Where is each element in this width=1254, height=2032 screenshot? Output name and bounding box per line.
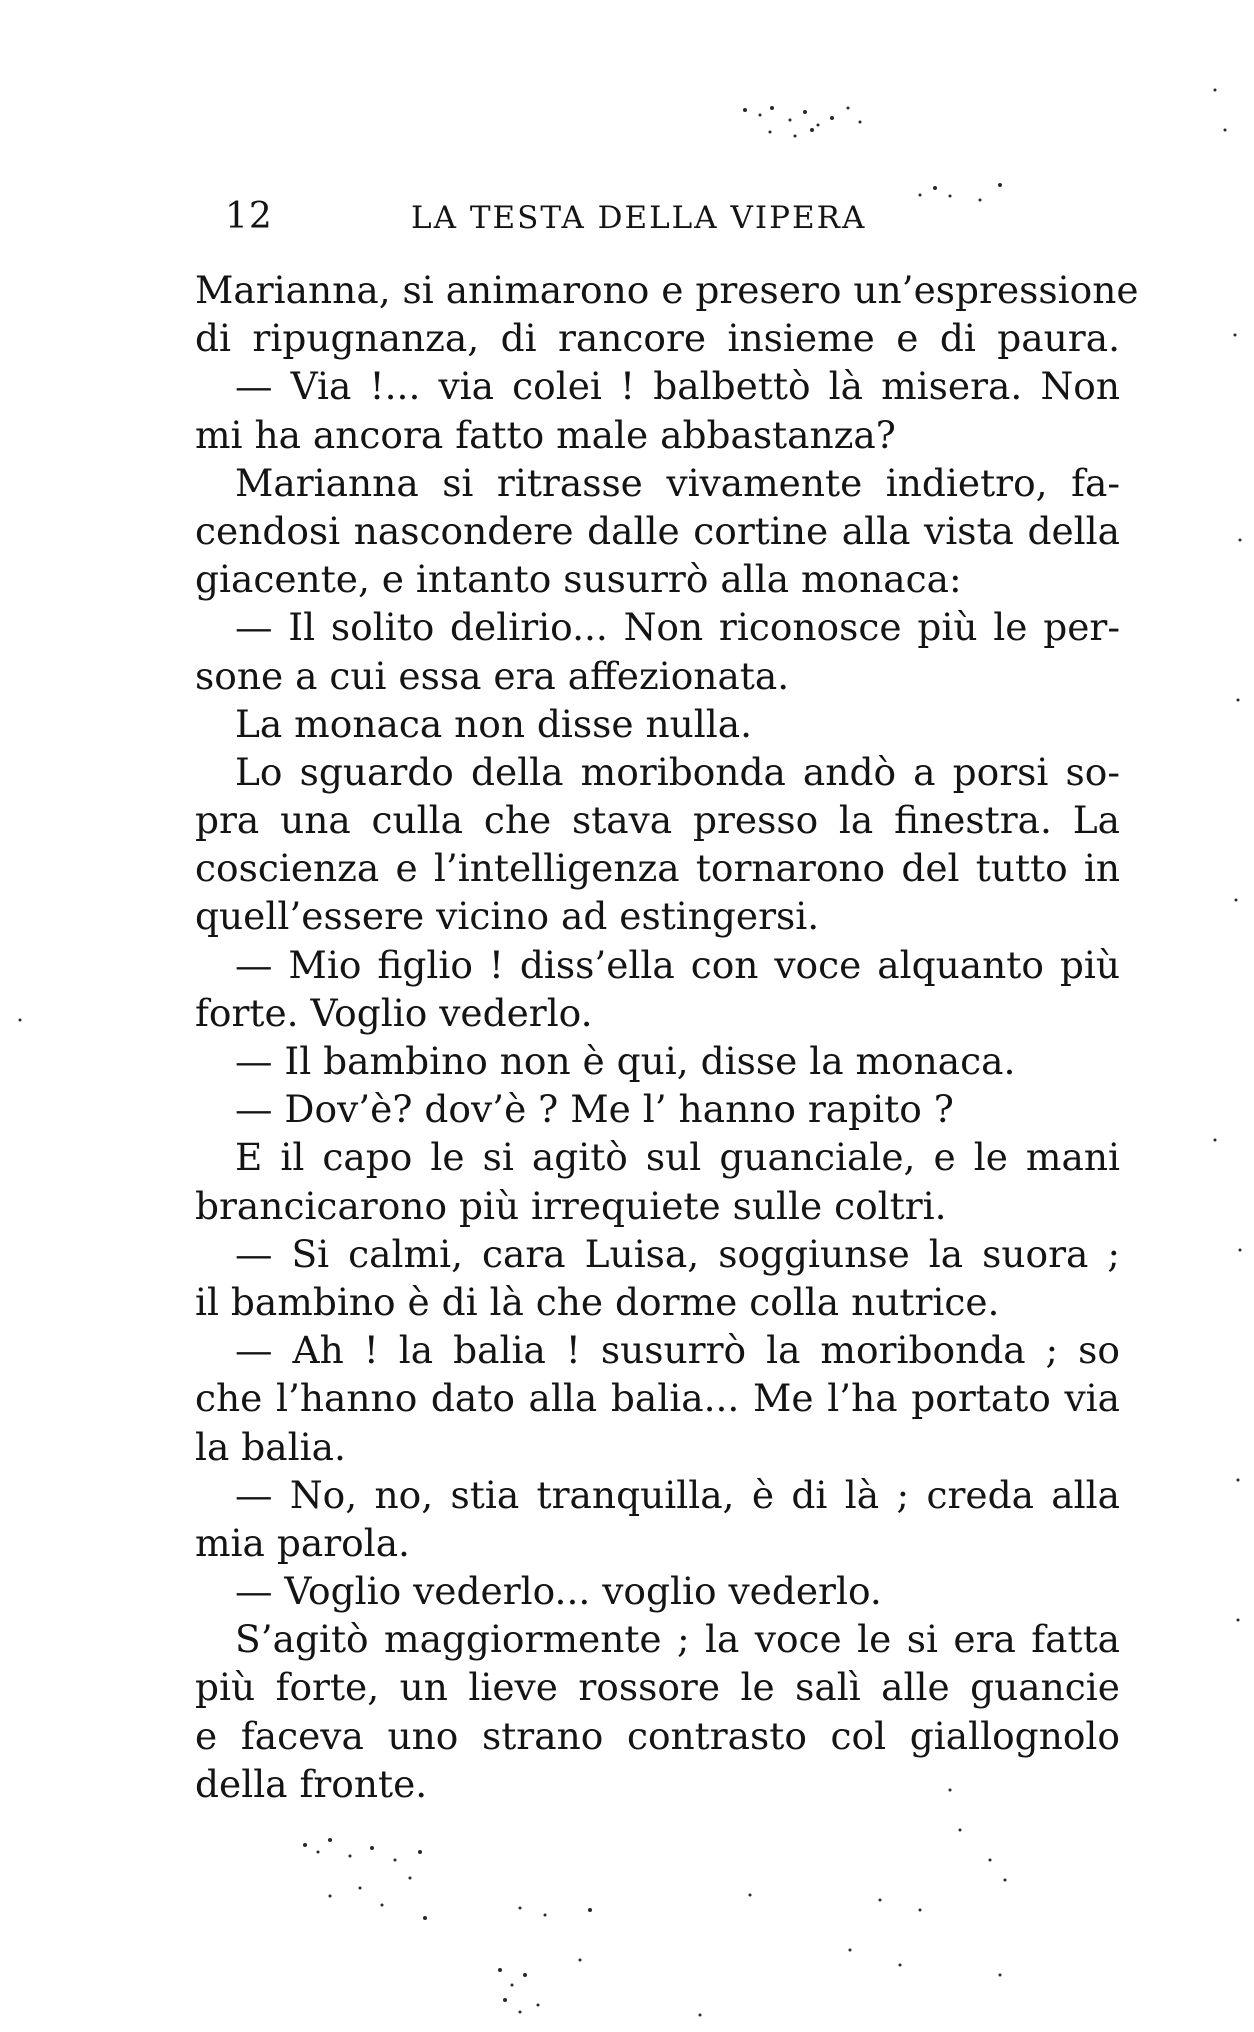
text-line: giacente, e intanto susurrò alla monaca: xyxy=(195,557,962,602)
text-line: forte. Voglio vederlo. xyxy=(195,990,593,1035)
text-line: più forte, un lieve rossore le salì alle guancie xyxy=(195,1665,1120,1710)
page-number: 12 xyxy=(225,196,273,237)
body-text xyxy=(195,266,1139,1808)
text-line: — Il bambino non è qui, disse la monaca. xyxy=(235,1039,1016,1083)
text-line: che l’hanno dato alla balia... Me l’ha portato via xyxy=(195,1376,1120,1421)
text-line: di ripugnanza, di rancore insieme e di paura. xyxy=(195,316,1120,361)
text-line: — Voglio vederlo... voglio vederlo. xyxy=(235,1569,882,1614)
text-line: S’agitò maggiormente ; la voce le si era fatta xyxy=(235,1617,1120,1662)
text-line: — Si calmi, cara Luisa, soggiunse la suora ; xyxy=(235,1231,1120,1276)
text-line: mia parola. xyxy=(195,1520,410,1565)
text-line: cendosi nascondere dalle cortine alla vista della xyxy=(195,508,1120,553)
text-line: — Via !... via colei ! balbettò là misera. Non xyxy=(235,364,1120,409)
running-title: LA TESTA DELLA VIPERA xyxy=(411,200,867,236)
text-line: — Dov’è? dov’è ? Me l’ hanno rapito ? xyxy=(235,1087,954,1132)
text-line: La monaca non disse nulla. xyxy=(235,701,753,746)
text-line: — No, no, stia tranquilla, è di là ; creda alla xyxy=(235,1472,1120,1517)
text-line: — Mio figlio ! diss’ella con voce alquanto più xyxy=(235,942,1120,987)
text-line: brancicarono più irrequiete sulle coltri. xyxy=(195,1183,947,1228)
text-line: — Il solito delirio... Non riconosce più le per- xyxy=(235,605,1120,650)
text-line: mi ha ancora fatto male abbastanza? xyxy=(195,412,896,457)
text-line: Marianna, si animarono e presero un’espressione xyxy=(195,268,1139,312)
text-line: sone a cui essa era affezionata. xyxy=(195,653,790,698)
text-line: la balia. xyxy=(195,1424,346,1469)
text-line: Lo sguardo della moribonda andò a porsi so- xyxy=(235,749,1120,794)
text-line: Marianna si ritrasse vivamente indietro, fa- xyxy=(235,460,1120,505)
text-line: e faceva uno strano contrasto col giallognolo xyxy=(195,1713,1120,1758)
text-line: della fronte. xyxy=(195,1761,428,1806)
page-header xyxy=(225,196,1105,252)
text-line: — Ah ! la balia ! susurrò la moribonda ; so xyxy=(235,1328,1120,1373)
text-line: il bambino è di là che dorme colla nutrice. xyxy=(195,1279,1000,1324)
text-line: E il capo le si agitò sul guanciale, e le mani xyxy=(235,1135,1120,1180)
text-line: pra una culla che stava presso la finestra. La xyxy=(195,798,1120,843)
text-line: quell’essere vicino ad estingersi. xyxy=(195,894,820,939)
text-line: coscienza e l’intelligenza tornarono del tutto in xyxy=(195,846,1120,891)
